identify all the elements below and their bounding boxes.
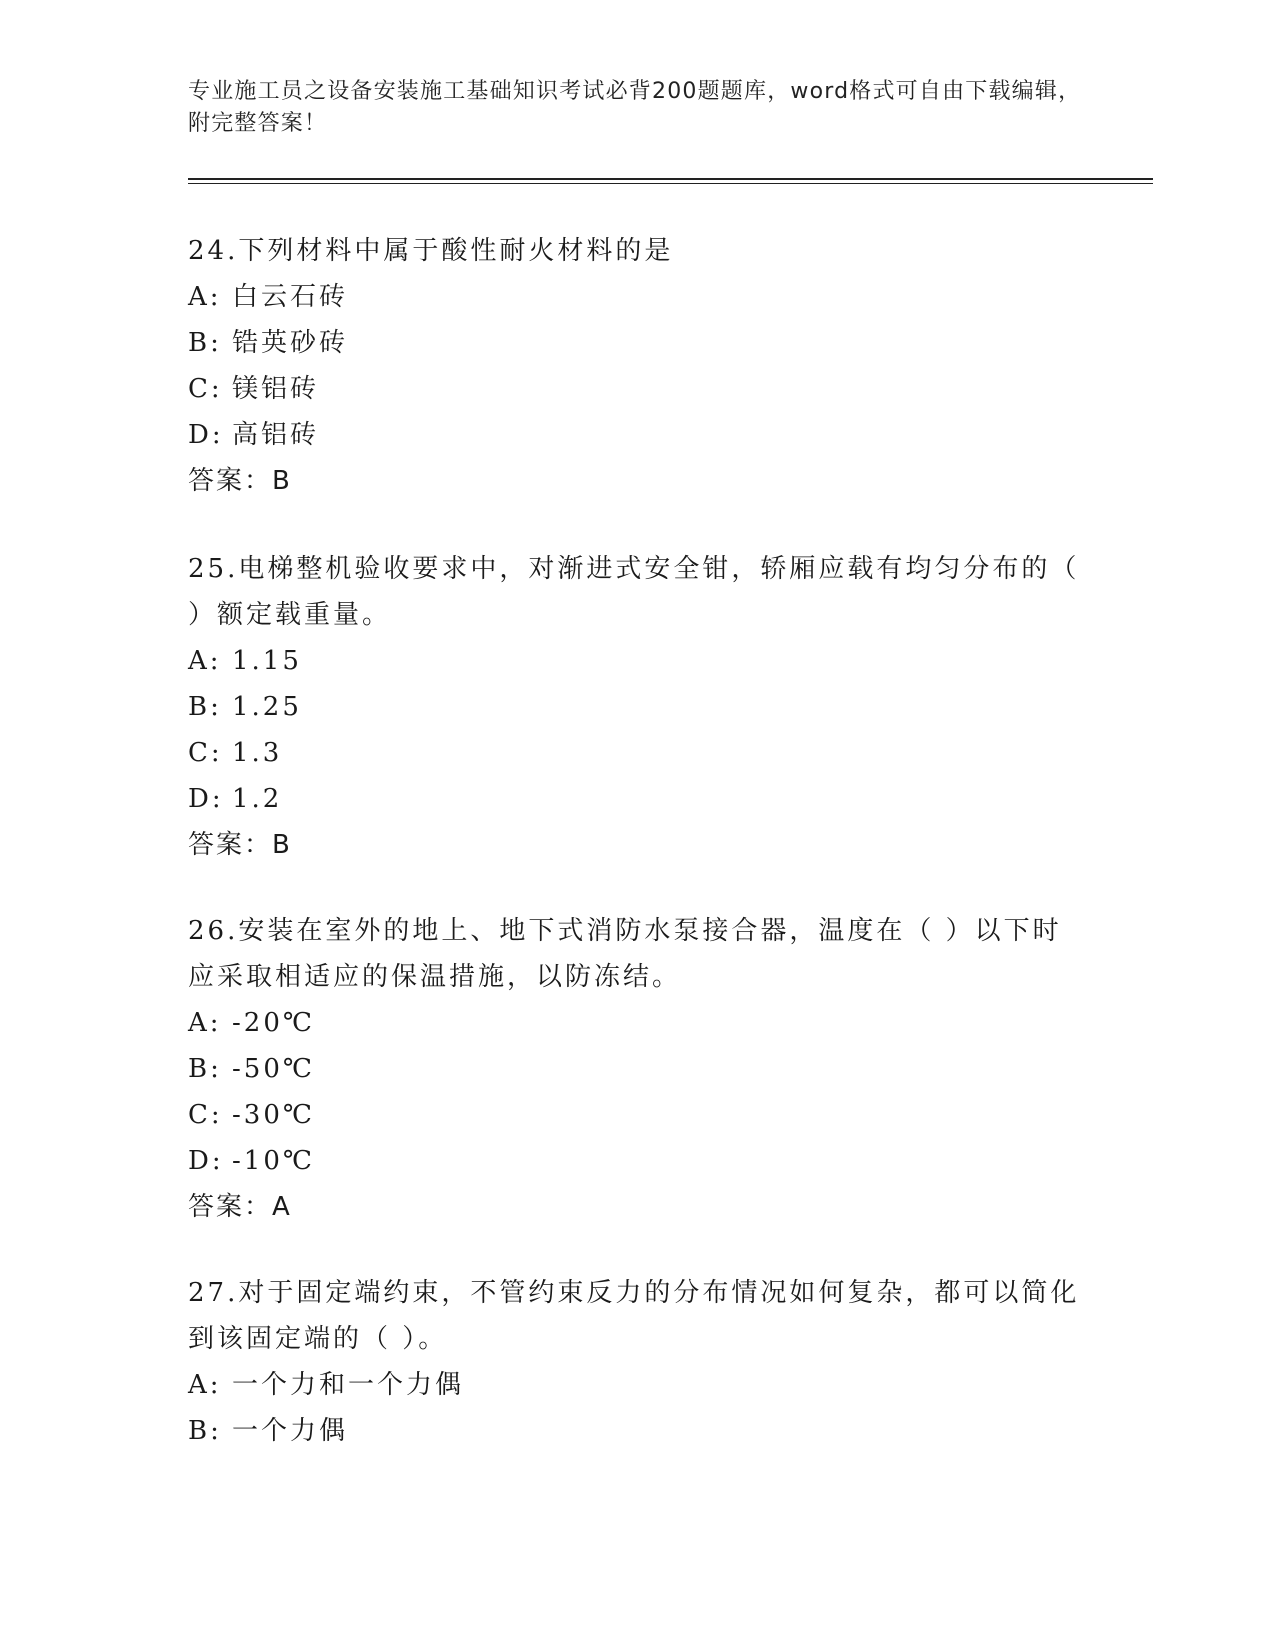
option-b — [188, 320, 1088, 366]
question-stem: 对于固定端约束，不管约束反力的分布情况如何复杂，都可以简化到该固定端的（ ）。 — [188, 1278, 1080, 1354]
option-text: 1.2 — [232, 784, 283, 814]
option-b — [188, 684, 1088, 730]
option-label: B: — [188, 1054, 222, 1084]
question-24 — [188, 228, 1088, 504]
option-a — [188, 274, 1088, 320]
option-d — [188, 776, 1088, 822]
option-text: 镁铝砖 — [232, 374, 320, 404]
question-26 — [188, 908, 1088, 1230]
option-text: -20℃ — [232, 1008, 315, 1038]
option-text: 1.15 — [232, 646, 302, 676]
option-b — [188, 1408, 1088, 1454]
option-text: 白云石砖 — [232, 282, 349, 312]
option-b — [188, 1046, 1088, 1092]
question-number: 25. — [188, 554, 239, 584]
option-a — [188, 1000, 1088, 1046]
question-number: 27. — [188, 1278, 239, 1308]
option-label: C: — [188, 1100, 223, 1130]
option-text: 一个力和一个力偶 — [232, 1370, 465, 1400]
answer: 答案：B — [188, 466, 292, 496]
option-text: 一个力偶 — [232, 1416, 349, 1446]
option-a — [188, 638, 1088, 684]
option-d — [188, 412, 1088, 458]
option-c — [188, 366, 1088, 412]
option-label: A: — [188, 1370, 222, 1400]
option-c — [188, 730, 1088, 776]
option-label: B: — [188, 1416, 222, 1446]
question-text — [188, 1270, 1088, 1362]
question-27 — [188, 1270, 1088, 1454]
question-number: 26. — [188, 916, 239, 946]
document-header: 专业施工员之设备安装施工基础知识考试必背200题题库，word格式可自由下载编辑，附完整答案！ — [188, 79, 1082, 136]
question-stem: 电梯整机验收要求中，对渐进式安全钳，轿厢应载有均匀分布的（ ）额定载重量。 — [188, 554, 1080, 630]
option-label: D: — [188, 784, 224, 814]
question-text — [188, 228, 1088, 274]
question-25 — [188, 546, 1088, 868]
option-text: -30℃ — [232, 1100, 315, 1130]
option-label: A: — [188, 282, 222, 312]
option-c — [188, 1092, 1088, 1138]
question-text — [188, 546, 1088, 638]
option-text: 1.3 — [232, 738, 283, 768]
option-label: C: — [188, 738, 223, 768]
question-stem: 安装在室外的地上、地下式消防水泵接合器，温度在（ ）以下时应采取相适应的保温措施，以防冻结。 — [188, 916, 1062, 992]
option-label: B: — [188, 692, 222, 722]
option-label: C: — [188, 374, 223, 404]
answer: 答案：A — [188, 1192, 292, 1222]
option-text: -10℃ — [232, 1146, 315, 1176]
option-label: B: — [188, 328, 222, 358]
option-label: A: — [188, 1008, 222, 1038]
option-label: A: — [188, 646, 222, 676]
question-text — [188, 908, 1088, 1000]
option-text: 高铝砖 — [232, 420, 320, 450]
option-text: 锆英砂砖 — [232, 328, 349, 358]
option-text: -50℃ — [232, 1054, 315, 1084]
answer: 答案：B — [188, 830, 292, 860]
option-label: D: — [188, 420, 224, 450]
question-number: 24. — [188, 236, 239, 266]
option-a — [188, 1362, 1088, 1408]
question-stem: 下列材料中属于酸性耐火材料的是 — [238, 236, 674, 266]
header-divider — [188, 178, 1153, 180]
option-text: 1.25 — [232, 692, 302, 722]
option-label: D: — [188, 1146, 224, 1176]
option-d — [188, 1138, 1088, 1184]
header-divider-thin — [188, 183, 1153, 184]
